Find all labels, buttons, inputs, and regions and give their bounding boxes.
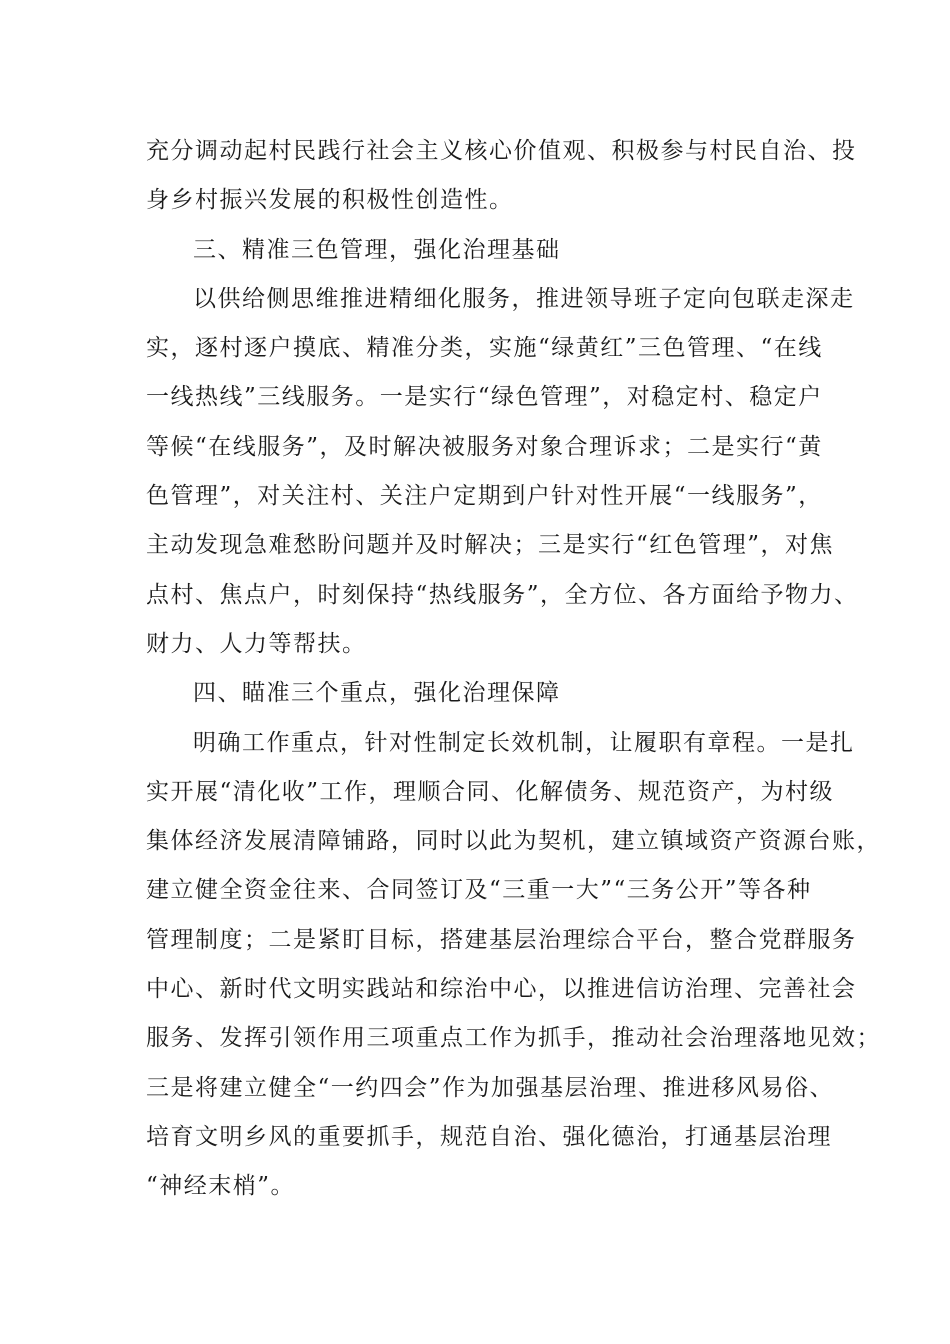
text-line: 培育文明乡风的重要抓手，规范自治、强化德治，打通基层治理 [146, 1123, 832, 1150]
text-line: 三是将建立健全“一约四会”作为加强基层治理、推进移风易俗、 [146, 1074, 835, 1101]
text-line: 主动发现急难愁盼问题并及时解决；三是实行“红色管理”，对焦 [146, 532, 835, 559]
text-line: 服务、发挥引领作用三项重点工作为抓手，推动社会治理落地见效； [146, 1025, 881, 1052]
text-line: 中心、新时代文明实践站和综治中心，以推进信访治理、完善社会 [146, 976, 857, 1003]
section-heading-3: 三、精准三色管理，强化治理基础 [193, 236, 561, 263]
text-line: 实，逐村逐户摸底、精准分类，实施“绿黄红”三色管理、“在线 [146, 335, 823, 362]
section-heading-4: 四、瞄准三个重点，强化治理保障 [193, 680, 561, 707]
text-line: “神经末梢”。 [146, 1173, 296, 1200]
text-line: 集体经济发展清障铺路，同时以此为契机，建立镇域资产资源台账， [146, 828, 881, 855]
text-line: 身乡村振兴发展的积极性创造性。 [146, 187, 514, 214]
text-line: 管理制度；二是紧盯目标，搭建基层治理综合平台，整合党群服务 [146, 926, 857, 953]
text-line: 财力、人力等帮扶。 [146, 630, 367, 657]
text-line: 点村、焦点户，时刻保持“热线服务”，全方位、各方面给予物力、 [146, 581, 859, 608]
paragraph-start: 以供给侧思维推进精细化服务，推进领导班子定向包联走深走 [193, 285, 855, 312]
text-line: 建立健全资金往来、合同签订及“三重一大”“三务公开”等各种 [146, 877, 812, 904]
text-line: 等候“在线服务”，及时解决被服务对象合理诉求；二是实行“黄 [146, 433, 823, 460]
text-line: 色管理”，对关注村、关注户定期到户针对性开展“一线服务”， [146, 483, 823, 510]
text-line: 充分调动起村民践行社会主义核心价值观、积极参与村民自治、投 [146, 138, 857, 164]
paragraph-start: 明确工作重点，针对性制定长效机制，让履职有章程。一是扎 [193, 729, 855, 756]
text-line: 一线热线”三线服务。一是实行“绿色管理”，对稳定村、稳定户 [146, 384, 823, 411]
document-body [146, 127, 881, 1212]
text-line: 实开展“清化收”工作，理顺合同、化解债务、规范资产，为村级 [146, 778, 835, 805]
